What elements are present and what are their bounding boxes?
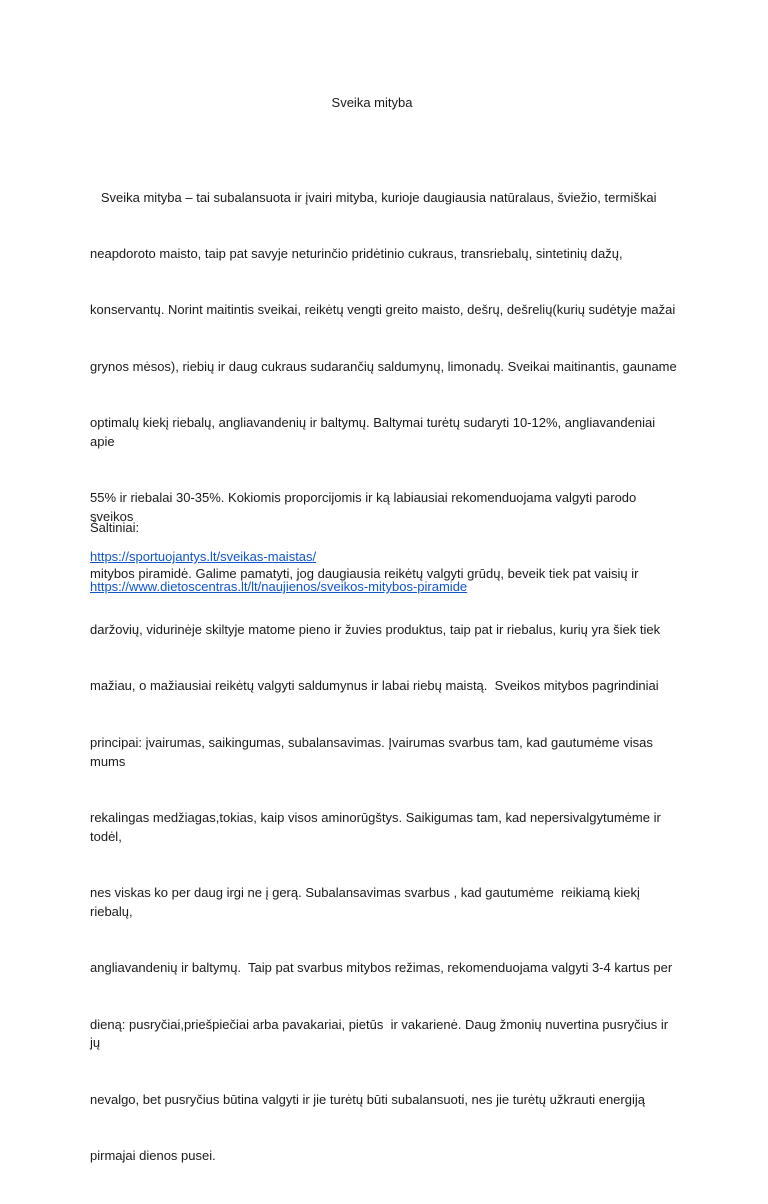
body-line: daržovių, vidurinėje skiltyje matome pieno ir žuvies produktus, taip pat ir riebalus, kurių yra šiek tiek	[90, 621, 661, 637]
body-line: angliavandenių ir baltymų. Taip pat svarbus mitybos režimas, rekomenduojama valgyti 3-4 kartus per	[90, 960, 673, 976]
body-line: nevalgo, bet pusryčius būtina valgyti ir jie turėtų būti subalansuoti, nes jie turėtų užkrauti energiją	[90, 1091, 645, 1107]
body-line: grynos mėsos), riebių ir daug cukraus sudarančių saldumynų, limonadų. Sveikai maitinantis, gauname	[90, 358, 677, 374]
body-line: pirmajai dienos pusei.	[90, 1148, 216, 1164]
body-line: 55% ir riebalai 30-35%. Kokiomis proporcijomis ir ką labiausiai rekomenduojama valgyti parodo sveikos	[90, 490, 640, 525]
body-line: konservantų. Norint maitintis sveikai, reikėtų vengti greito maisto, dešrų, dešrelių(kurių sudėtyje mažai	[90, 302, 676, 318]
body-line: mitybos piramidė. Galime pamatyti, jog daugiausia reikėtų valgyti grūdų, beveik tiek pat vaisių ir	[90, 565, 639, 581]
body-line: dieną: pusryčiai,priešpiečiai arba pavakariai, pietūs ir vakarienė. Daug žmonių nuvertina pusryčius ir jų	[90, 1016, 672, 1051]
document-title: Sveika mityba	[331, 95, 413, 110]
body-line: optimalų kiekį riebalų, angliavandenių ir baltymų. Baltymai turėtų sudaryti 10-12%, angliavandeniai apie	[90, 415, 659, 449]
source-link[interactable]: https://www.dietoscentras.lt/lt/naujienos/sveikos-mitybos-piramide	[90, 579, 468, 594]
body-line: Sveika mityba – tai subalansuota ir įvairi mityba, kurioje daugiausia natūralaus, šviežio, termiškai	[90, 189, 657, 205]
body-line: nes viskas ko per daug irgi ne į gerą. Subalansavimas svarbus , kad gautumėme reikiamą kiekį riebalų,	[90, 885, 644, 919]
sources-heading: Šaltiniai:	[90, 520, 140, 535]
body-line: rekalingas medžiagas,tokias, kaip visos aminorūgštys. Saikigumas tam, kad nepersivalgytumėme ir todėl,	[90, 809, 665, 844]
source-link[interactable]: https://sportuojantys.lt/sveikas-maistas/	[90, 549, 317, 564]
body-line: principai: įvairumas, saikingumas, subalansavimas. Įvairumas svarbus tam, kad gautumėme visas mums	[90, 734, 657, 769]
body-line: neapdoroto maisto, taip pat savyje neturinčio pridėtinio cukraus, transriebalų, sintetinių dažų,	[90, 245, 623, 261]
body-line: mažiau, o mažiausiai reikėtų valgyti saldumynus ir labai riebų maistą. Sveikos mitybos pagrindiniai	[90, 678, 659, 694]
body-paragraph	[90, 151, 680, 1204]
